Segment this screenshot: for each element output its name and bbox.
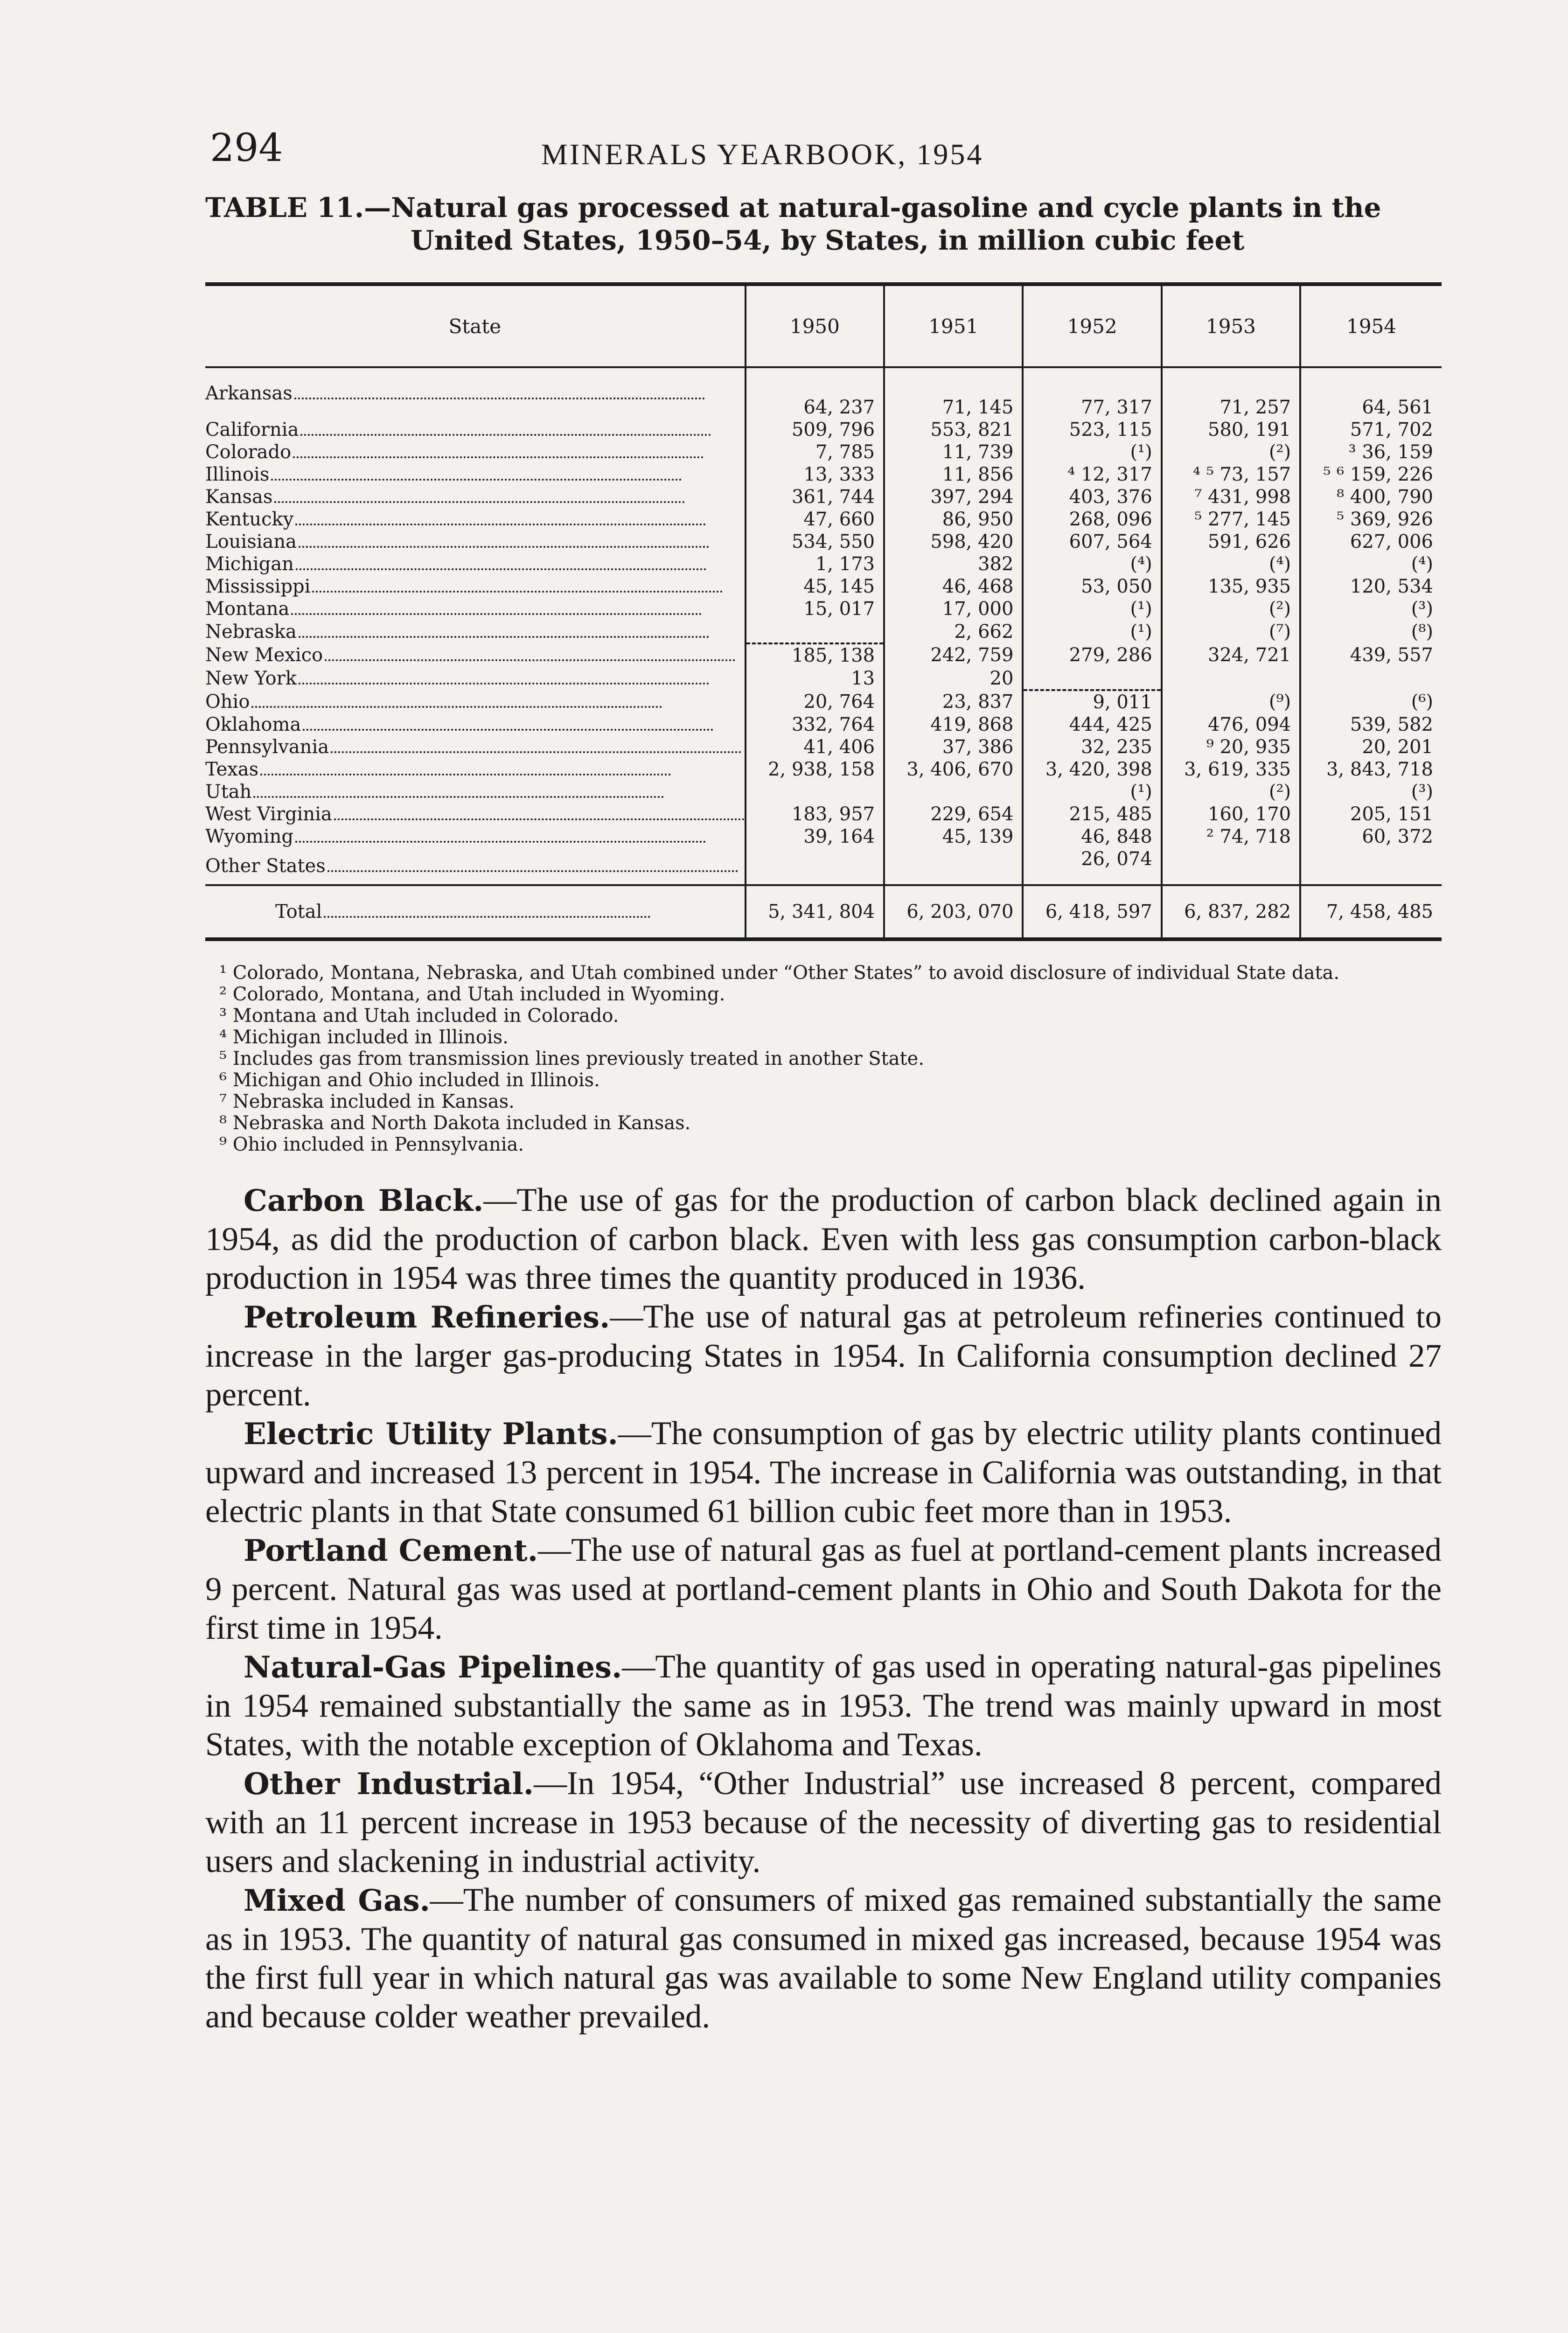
value-cell-1954: 627, 006 [1300, 531, 1442, 553]
footnote: ⁷ Nebraska included in Kansas. [219, 1091, 515, 1112]
table-row [205, 575, 1442, 598]
value-cell-1952: 268, 096 [1023, 508, 1161, 531]
state-cell [205, 690, 746, 713]
value-cell-1951: 37, 386 [884, 736, 1023, 758]
value-cell-1951: 382 [884, 553, 1023, 575]
table-row [205, 531, 1442, 553]
state-cell [205, 643, 746, 667]
paragraph-text: —The use of gas for the production of carbon black declined again in 1954, as did the production of carbon black. Even with less gas consumption carbon-black production in 1954 was three times the quantity produced in 1936. [205, 1182, 1442, 1296]
dot-leader [331, 746, 741, 753]
value-cell-1950: 332, 764 [746, 713, 884, 736]
value-cell-1951 [884, 848, 1023, 885]
paragraph-text: —The number of consumers of mixed gas remained substantially the same as in 1953. The quantity of natural gas consumed in mixed gas increased, because 1954 was the first full year in which natural gas was available to some New England utility companies and because colder weather prevailed. [205, 1882, 1442, 2035]
table-row [205, 825, 1442, 848]
value-cell-1951: 46, 468 [884, 575, 1023, 598]
dot-leader [253, 790, 664, 798]
paragraph-heading: Mixed Gas. [244, 1883, 430, 1918]
value-cell-1953: ⁹ 20, 935 [1162, 736, 1300, 758]
table-row [205, 667, 1442, 690]
value-cell-1954: 205, 151 [1300, 803, 1442, 825]
value-cell-1950: 534, 550 [746, 531, 884, 553]
value-cell-1952: 77, 317 [1023, 367, 1161, 419]
paragraph-text: —In 1954, “Other Industrial” use increased 8 percent, compared with an 11 percent increase in 1953 because of the necessity of diverting gas to residential users and slackening in industrial activity. [205, 1765, 1442, 1879]
value-cell-1950: 509, 796 [746, 419, 884, 441]
footnote: ⁸ Nebraska and North Dakota included in Kansas. [219, 1112, 691, 1134]
dot-leader [291, 608, 702, 615]
table-row [205, 441, 1442, 463]
state-name: New Mexico [205, 644, 325, 666]
dot-leader [299, 677, 709, 685]
dot-leader [251, 700, 662, 708]
value-cell-1950 [746, 781, 884, 803]
value-cell-1954: 64, 561 [1300, 367, 1442, 419]
value-cell-1951: 598, 420 [884, 531, 1023, 553]
value-cell-1951: 397, 294 [884, 486, 1023, 508]
footnote: ² Colorado, Montana, and Utah included in Wyoming. [219, 984, 725, 1005]
value-cell-1954: ⁵ ⁶ 159, 226 [1300, 463, 1442, 486]
value-cell-1950: 361, 744 [746, 486, 884, 508]
state-cell [205, 553, 746, 575]
state-cell [205, 667, 746, 690]
value-cell-1951: 45, 139 [884, 825, 1023, 848]
table-body [205, 367, 1442, 939]
caption-line-2: United States, 1950–54, by States, in million cubic feet [411, 224, 1245, 256]
state-name: Louisiana [205, 531, 299, 552]
footnote: ⁹ Ohio included in Pennsylvania. [219, 1134, 524, 1155]
state-cell [205, 848, 746, 885]
state-cell [205, 463, 746, 486]
table-row [205, 736, 1442, 758]
state-cell [205, 620, 746, 643]
value-cell-1952 [1023, 667, 1161, 690]
state-name: Pennsylvania [205, 736, 331, 758]
state-name: Wyoming [205, 826, 295, 847]
value-cell-1951: 11, 739 [884, 441, 1023, 463]
total-label: Total [275, 901, 324, 922]
state-name: Oklahoma [205, 714, 303, 735]
value-cell-1950: 20, 764 [746, 690, 884, 713]
value-cell-1950: 2, 938, 158 [746, 758, 884, 781]
dot-leader [300, 428, 711, 436]
value-cell-1952: 523, 115 [1023, 419, 1161, 441]
state-name: Montana [205, 598, 291, 620]
value-cell-1954: 3, 843, 718 [1300, 758, 1442, 781]
value-cell-1953: 160, 170 [1162, 803, 1300, 825]
value-cell-1953: 3, 619, 335 [1162, 758, 1300, 781]
value-cell-1950: 41, 406 [746, 736, 884, 758]
total-row [205, 885, 1442, 939]
table-row [205, 758, 1442, 781]
value-cell-1951: 553, 821 [884, 419, 1023, 441]
dot-leader [293, 451, 704, 458]
table-row [205, 620, 1442, 643]
footnote: ⁵ Includes gas from transmission lines previously treated in another State. [219, 1048, 924, 1069]
page-header [205, 126, 1442, 177]
body-paragraph [205, 1181, 1442, 1298]
value-cell-1951: 3, 406, 670 [884, 758, 1023, 781]
footnote: ³ Montana and Utah included in Colorado. [219, 1005, 619, 1027]
value-cell-1951: 17, 000 [884, 598, 1023, 620]
table-row [205, 690, 1442, 713]
paragraph-heading: Electric Utility Plants. [244, 1417, 618, 1452]
value-cell-1953: ² 74, 718 [1162, 825, 1300, 848]
value-cell-1951: 20 [884, 667, 1023, 690]
value-cell-1951: 71, 145 [884, 367, 1023, 419]
dot-leader [334, 813, 745, 820]
value-cell-1953: 71, 257 [1162, 367, 1300, 419]
value-cell-1952: 9, 011 [1023, 690, 1161, 713]
body-paragraph [205, 1414, 1442, 1531]
dot-leader [303, 723, 713, 731]
paragraph-heading: Carbon Black. [244, 1183, 484, 1218]
paragraph-text: —The use of natural gas as fuel at portland-cement plants increased 9 percent. Natural gas was used at portland-cement plants in Ohio and South Dakota for the first time in 1954. [205, 1532, 1442, 1646]
value-cell-1954: (⁶) [1300, 690, 1442, 713]
value-cell-1953: (²) [1162, 598, 1300, 620]
total-cell-1952: 6, 418, 597 [1023, 885, 1161, 939]
value-cell-1953: 324, 721 [1162, 643, 1300, 667]
body-paragraph [205, 1648, 1442, 1764]
value-cell-1953: 591, 626 [1162, 531, 1300, 553]
paragraph-text: —The consumption of gas by electric utility plants continued upward and increased 13 percent in 1954. The increase in California was outstanding, in that electric plants in that State consumed 61 billion cubic feet more than in 1953. [205, 1415, 1442, 1530]
value-cell-1951: 2, 662 [884, 620, 1023, 643]
value-cell-1950 [746, 848, 884, 885]
state-cell [205, 713, 746, 736]
gas-processed-table [205, 282, 1442, 941]
value-cell-1952: 444, 425 [1023, 713, 1161, 736]
column-header-1953: 1953 [1162, 284, 1300, 367]
dot-leader [295, 518, 706, 525]
dot-leader [312, 585, 723, 593]
value-cell-1954: (⁸) [1300, 620, 1442, 643]
value-cell-1951: 11, 856 [884, 463, 1023, 486]
dot-leader [328, 865, 738, 872]
paragraph-heading: Petroleum Refineries. [244, 1300, 610, 1335]
dot-leader [260, 768, 671, 775]
value-cell-1953: ⁴ ⁵ 73, 157 [1162, 463, 1300, 486]
dot-leader [274, 496, 685, 503]
state-cell [205, 736, 746, 758]
value-cell-1952: (¹) [1023, 620, 1161, 643]
value-cell-1953 [1162, 848, 1300, 885]
value-cell-1950: 47, 660 [746, 508, 884, 531]
total-cell-1950: 5, 341, 804 [746, 885, 884, 939]
value-cell-1952: ⁴ 12, 317 [1023, 463, 1161, 486]
body-paragraph [205, 1764, 1442, 1881]
value-cell-1951: 86, 950 [884, 508, 1023, 531]
state-cell [205, 441, 746, 463]
state-name: West Virginia [205, 803, 334, 825]
state-cell [205, 419, 746, 441]
dot-leader [295, 835, 706, 843]
value-cell-1953: (⁷) [1162, 620, 1300, 643]
value-cell-1951: 23, 837 [884, 690, 1023, 713]
table-row [205, 463, 1442, 486]
value-cell-1950: 13, 333 [746, 463, 884, 486]
value-cell-1951 [884, 781, 1023, 803]
value-cell-1954: ⁵ 369, 926 [1300, 508, 1442, 531]
value-cell-1953: 135, 935 [1162, 575, 1300, 598]
table-footnotes [205, 962, 1442, 1155]
value-cell-1950: 15, 017 [746, 598, 884, 620]
value-cell-1952: 26, 074 [1023, 848, 1161, 885]
state-cell [205, 367, 746, 419]
state-name: Ohio [205, 691, 251, 712]
value-cell-1954: 539, 582 [1300, 713, 1442, 736]
total-cell-1953: 6, 837, 282 [1162, 885, 1300, 939]
table-row [205, 508, 1442, 531]
table-row [205, 803, 1442, 825]
state-name: Arkansas [205, 383, 294, 404]
table-row [205, 848, 1442, 885]
footnote: ⁴ Michigan included in Illinois. [219, 1027, 509, 1048]
state-cell [205, 781, 746, 803]
value-cell-1950: 183, 957 [746, 803, 884, 825]
dot-leader [296, 563, 706, 570]
table-row [205, 598, 1442, 620]
dot-leader [294, 392, 705, 399]
body-text [205, 1181, 1442, 2036]
value-cell-1953: ⁷ 431, 998 [1162, 486, 1300, 508]
value-cell-1952: 32, 235 [1023, 736, 1161, 758]
dot-leader [271, 473, 682, 481]
value-cell-1952: 46, 848 [1023, 825, 1161, 848]
value-cell-1953 [1162, 667, 1300, 690]
value-cell-1952: 215, 485 [1023, 803, 1161, 825]
paragraph-heading: Other Industrial. [244, 1767, 534, 1802]
state-name: Other States [205, 855, 328, 877]
state-name: Utah [205, 781, 253, 803]
value-cell-1951: 242, 759 [884, 643, 1023, 667]
value-cell-1952: 279, 286 [1023, 643, 1161, 667]
value-cell-1950: 185, 138 [746, 643, 884, 667]
state-name: Nebraska [205, 621, 299, 643]
value-cell-1952: (¹) [1023, 441, 1161, 463]
value-cell-1952: 607, 564 [1023, 531, 1161, 553]
state-cell [205, 825, 746, 848]
body-paragraph [205, 1298, 1442, 1414]
value-cell-1953: ⁵ 277, 145 [1162, 508, 1300, 531]
value-cell-1954: ³ 36, 159 [1300, 441, 1442, 463]
paragraph-text: —The use of natural gas at petroleum refineries continued to increase in the larger gas-producing States in 1954. In California consumption declined 27 percent. [205, 1299, 1442, 1413]
value-cell-1950 [746, 620, 884, 643]
value-cell-1953: 580, 191 [1162, 419, 1300, 441]
page-number: 294 [210, 126, 283, 170]
total-cell-1951: 6, 203, 070 [884, 885, 1023, 939]
state-name: New York [205, 668, 299, 689]
value-cell-1954: 439, 557 [1300, 643, 1442, 667]
table-row [205, 781, 1442, 803]
table-caption [205, 191, 1442, 257]
state-name: Illinois [205, 464, 271, 485]
column-header-1950: 1950 [746, 284, 884, 367]
value-cell-1953: (⁹) [1162, 690, 1300, 713]
paragraph-heading: Natural-Gas Pipelines. [244, 1650, 622, 1685]
total-cell-1954: 7, 458, 485 [1300, 885, 1442, 939]
state-name: Mississippi [205, 576, 312, 597]
value-cell-1950: 1, 173 [746, 553, 884, 575]
state-cell [205, 575, 746, 598]
body-paragraph [205, 1531, 1442, 1648]
value-cell-1954: 120, 534 [1300, 575, 1442, 598]
table-row [205, 713, 1442, 736]
value-cell-1950: 13 [746, 667, 884, 690]
column-header-1951: 1951 [884, 284, 1023, 367]
total-label-cell [205, 885, 746, 939]
value-cell-1952: (⁴) [1023, 553, 1161, 575]
column-header-1952: 1952 [1023, 284, 1161, 367]
paragraph-heading: Portland Cement. [244, 1533, 538, 1568]
document-page [205, 126, 1442, 2036]
dot-leader [299, 630, 709, 638]
state-cell [205, 486, 746, 508]
value-cell-1953: (⁴) [1162, 553, 1300, 575]
state-name: Kansas [205, 486, 274, 508]
table-row [205, 419, 1442, 441]
value-cell-1953: (²) [1162, 781, 1300, 803]
value-cell-1954: (⁴) [1300, 553, 1442, 575]
value-cell-1954 [1300, 667, 1442, 690]
value-cell-1953: 476, 094 [1162, 713, 1300, 736]
footnote: ¹ Colorado, Montana, Nebraska, and Utah combined under “Other States” to avoid disclosure of individual State data. [219, 962, 1340, 984]
value-cell-1952: 53, 050 [1023, 575, 1161, 598]
footnote: ⁶ Michigan and Ohio included in Illinois. [219, 1069, 600, 1091]
dot-leader [299, 540, 709, 548]
value-cell-1954: 60, 372 [1300, 825, 1442, 848]
caption-line-1: TABLE 11.—Natural gas processed at natural-gasoline and cycle plants in the [205, 192, 1381, 224]
table-row [205, 486, 1442, 508]
value-cell-1954: (³) [1300, 781, 1442, 803]
table-row [205, 553, 1442, 575]
value-cell-1952: (¹) [1023, 781, 1161, 803]
state-name: Colorado [205, 441, 293, 463]
paragraph-text: —The quantity of gas used in operating natural-gas pipelines in 1954 remained substantially the same as in 1953. The trend was mainly upward in most States, with the notable exception of Oklahoma and Texas. [205, 1648, 1442, 1763]
value-cell-1954: 20, 201 [1300, 736, 1442, 758]
column-header-state: State [205, 284, 746, 367]
value-cell-1950: 64, 237 [746, 367, 884, 419]
state-cell [205, 758, 746, 781]
column-header-1954: 1954 [1300, 284, 1442, 367]
value-cell-1954: ⁸ 400, 790 [1300, 486, 1442, 508]
value-cell-1953: (²) [1162, 441, 1300, 463]
body-paragraph [205, 1881, 1442, 2036]
table-row [205, 643, 1442, 667]
value-cell-1951: 229, 654 [884, 803, 1023, 825]
state-name: Kentucky [205, 509, 295, 530]
value-cell-1950: 39, 164 [746, 825, 884, 848]
state-cell [205, 531, 746, 553]
state-name: Texas [205, 759, 260, 780]
state-cell [205, 598, 746, 620]
state-name: California [205, 419, 300, 440]
value-cell-1952: 3, 420, 398 [1023, 758, 1161, 781]
dot-leader [324, 910, 650, 918]
value-cell-1954: 571, 702 [1300, 419, 1442, 441]
running-head: MINERALS YEARBOOK, 1954 [541, 138, 984, 171]
value-cell-1950: 45, 145 [746, 575, 884, 598]
state-cell [205, 803, 746, 825]
value-cell-1954 [1300, 848, 1442, 885]
value-cell-1952: 403, 376 [1023, 486, 1161, 508]
value-cell-1954: (³) [1300, 598, 1442, 620]
table-header-row [205, 284, 1442, 367]
value-cell-1951: 419, 868 [884, 713, 1023, 736]
dot-leader [325, 654, 735, 661]
state-cell [205, 508, 746, 531]
table-row [205, 367, 1442, 419]
value-cell-1950: 7, 785 [746, 441, 884, 463]
value-cell-1952: (¹) [1023, 598, 1161, 620]
state-name: Michigan [205, 553, 296, 575]
